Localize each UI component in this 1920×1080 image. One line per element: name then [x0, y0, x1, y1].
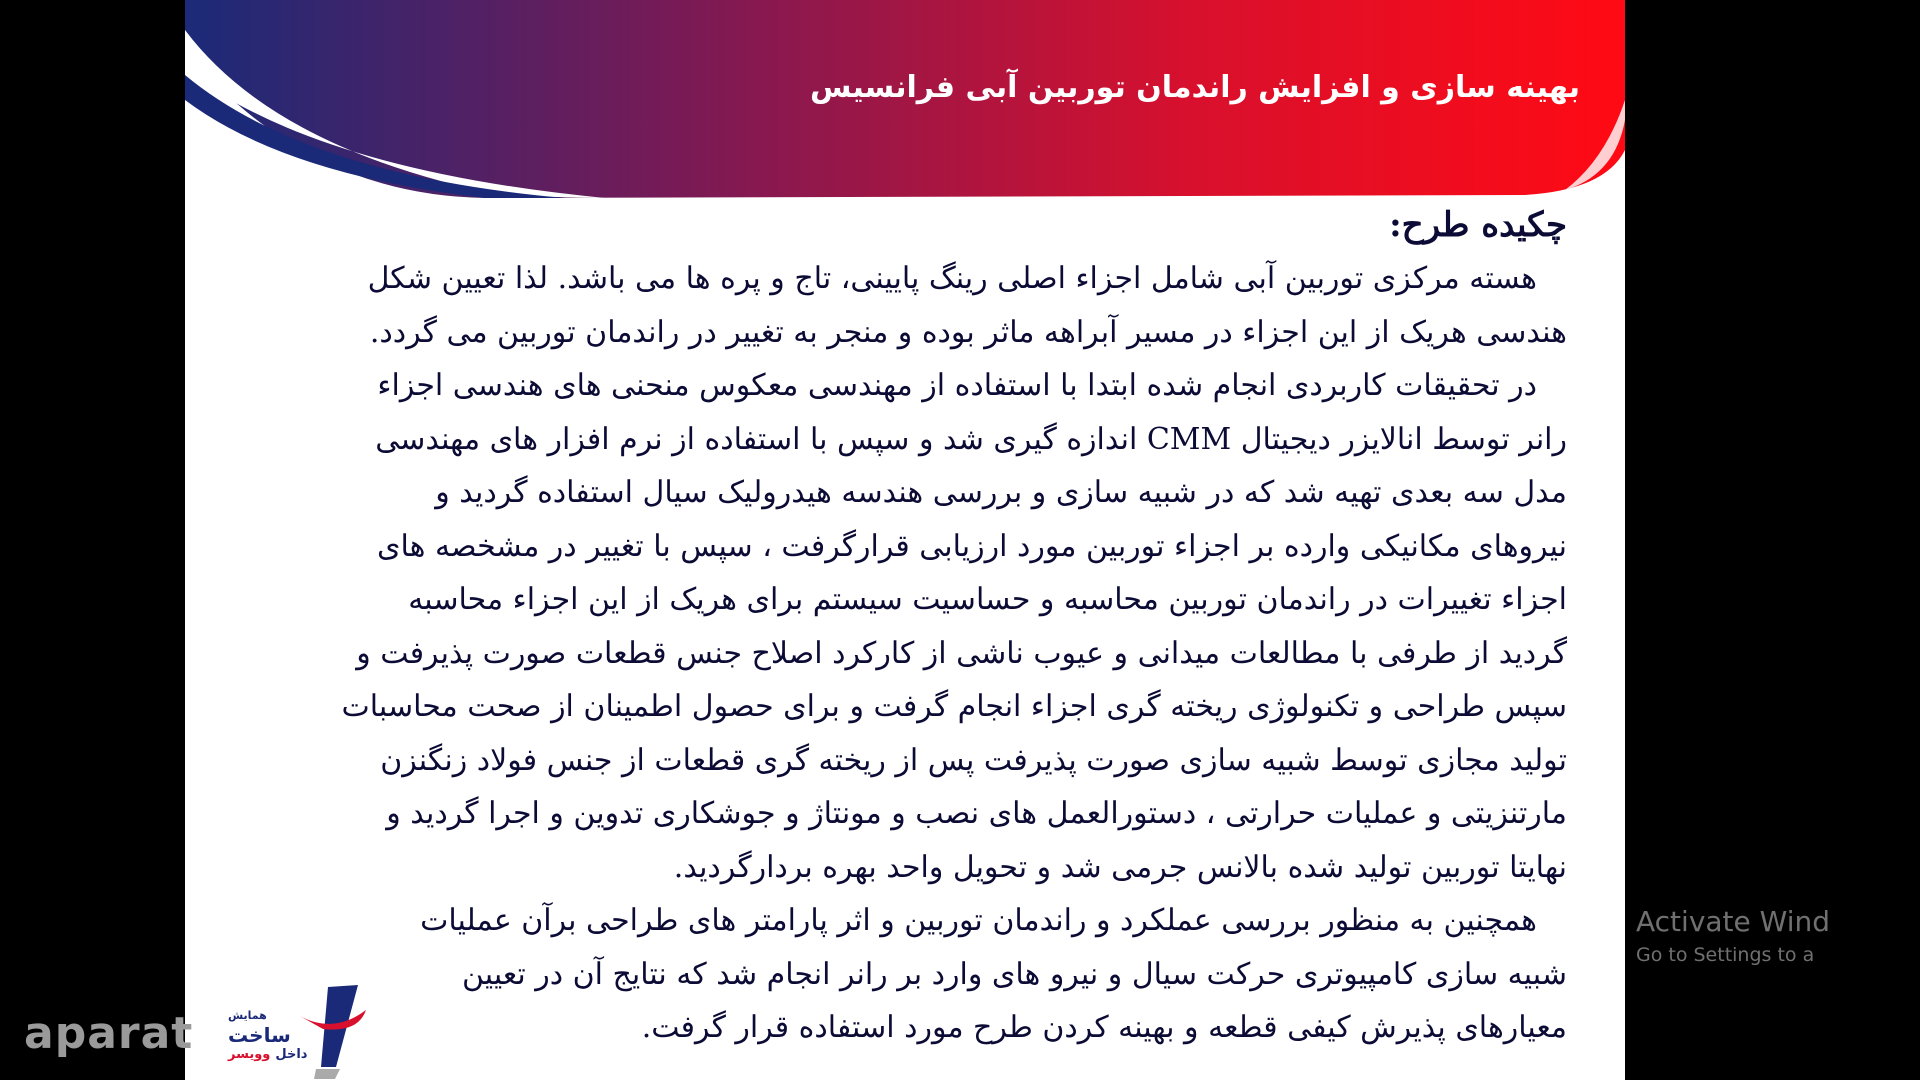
paragraph-line: مدل سه بعدی تهیه شد که در شبیه سازی و بررسی هندسه هیدرولیک سیال استفاده گردید و: [435, 475, 1567, 510]
paragraph-line: شبیه سازی کامپیوتری حرکت سیال و نیرو های وارد بر رانر انجام شد که نتایج آن در تعیین: [461, 956, 1567, 992]
paragraph-line: در تحقیقات کاربردی انجام شده ابتدا با استفاده از مهندسی معکوس منحنی های هندسی اجزاء: [377, 368, 1537, 403]
paragraph-line: همچنین به منظور بررسی عملکرد و راندمان توربین و اثر پارامتر های طراحی برآن عملیات: [420, 903, 1537, 938]
conference-logo: [228, 985, 368, 1080]
paragraph-line: گردید از طرفی با مطالعات میدانی و عیوب ناشی از کارکرد اصلاح جنس قطعات صورت پذیرفت و: [356, 635, 1567, 671]
paragraph-line: هندسی هریک از این اجزاء در مسیر آبراهه ماثر بوده و منجر به تغییر در راندمان توربین می گردد.: [369, 314, 1567, 350]
presentation-slide: [185, 0, 1625, 1080]
logo-text: [228, 1009, 320, 1063]
paragraph-line: مارتنزیتی و عملیات حرارتی ، دستورالعمل های نصب و مونتاژ و جوشکاری تدوین و اجرا گردید و: [386, 796, 1567, 831]
activate-windows-title: Activate Wind: [1636, 905, 1831, 938]
logo-text-line3: [228, 1047, 307, 1063]
paragraph-line: سپس طراحی و تکنولوژی ریخته گری اجزاء انجام گرفت و برای حصول اطمینان از صحت محاسبات: [341, 689, 1567, 724]
paragraph-line: رانر توسط انالایزر دیجیتال CMM اندازه گیری شد و سپس با استفاده از نرم افزار های مهندسی: [375, 421, 1567, 457]
logo-text-line3a: داخل: [275, 1047, 308, 1062]
logo-text-line2: ساخت: [228, 1023, 291, 1047]
activate-windows-subtitle: Go to Settings to a: [1636, 944, 1815, 966]
paragraph-line: نهایتا توربین تولید شده بالانس جرمی شد و تحویل واحد بهره بردارگردید.: [673, 849, 1567, 885]
abstract-heading: چکیده طرح:: [1389, 205, 1567, 245]
paragraph-line: اجزاء تغییرات در راندمان توربین محاسبه و حساسیت سیستم برای هریک از این اجزاء محاسبه: [408, 582, 1567, 617]
paragraph-line: معیارهای پذیرش کیفی قطعه و بهینه کردن طرح مورد استفاده قرار گرفت.: [641, 1010, 1567, 1045]
logo-text-line1: همایش: [228, 1009, 267, 1022]
activate-windows-watermark: [1636, 905, 1830, 967]
slide-title: بهینه سازی و افزایش راندمان توربین آبی فرانسیس: [810, 70, 1580, 105]
slide-header-banner: [185, 0, 1625, 200]
logo-text-line3b: وویسر: [228, 1047, 271, 1062]
aparat-watermark: aparat: [24, 1008, 194, 1059]
paragraph-line: تولید مجازی توسط شبیه سازی صورت پذیرفت پس از ریخته گری قطعات از جنس فولاد زنگنزن: [380, 742, 1567, 778]
paragraph-line: هسته مرکزی توربین آبی شامل اجزاء اصلی رینگ پایینی، تاج و پره ها می باشد. لذا تعیین شکل: [367, 261, 1537, 296]
paragraph-line: نیروهای مکانیکی وارده بر اجزاء توربین مورد ارزیابی قرارگرفت ، سپس با تغییر در مشخصه های: [376, 528, 1567, 564]
abstract-section: [267, 200, 1567, 1055]
